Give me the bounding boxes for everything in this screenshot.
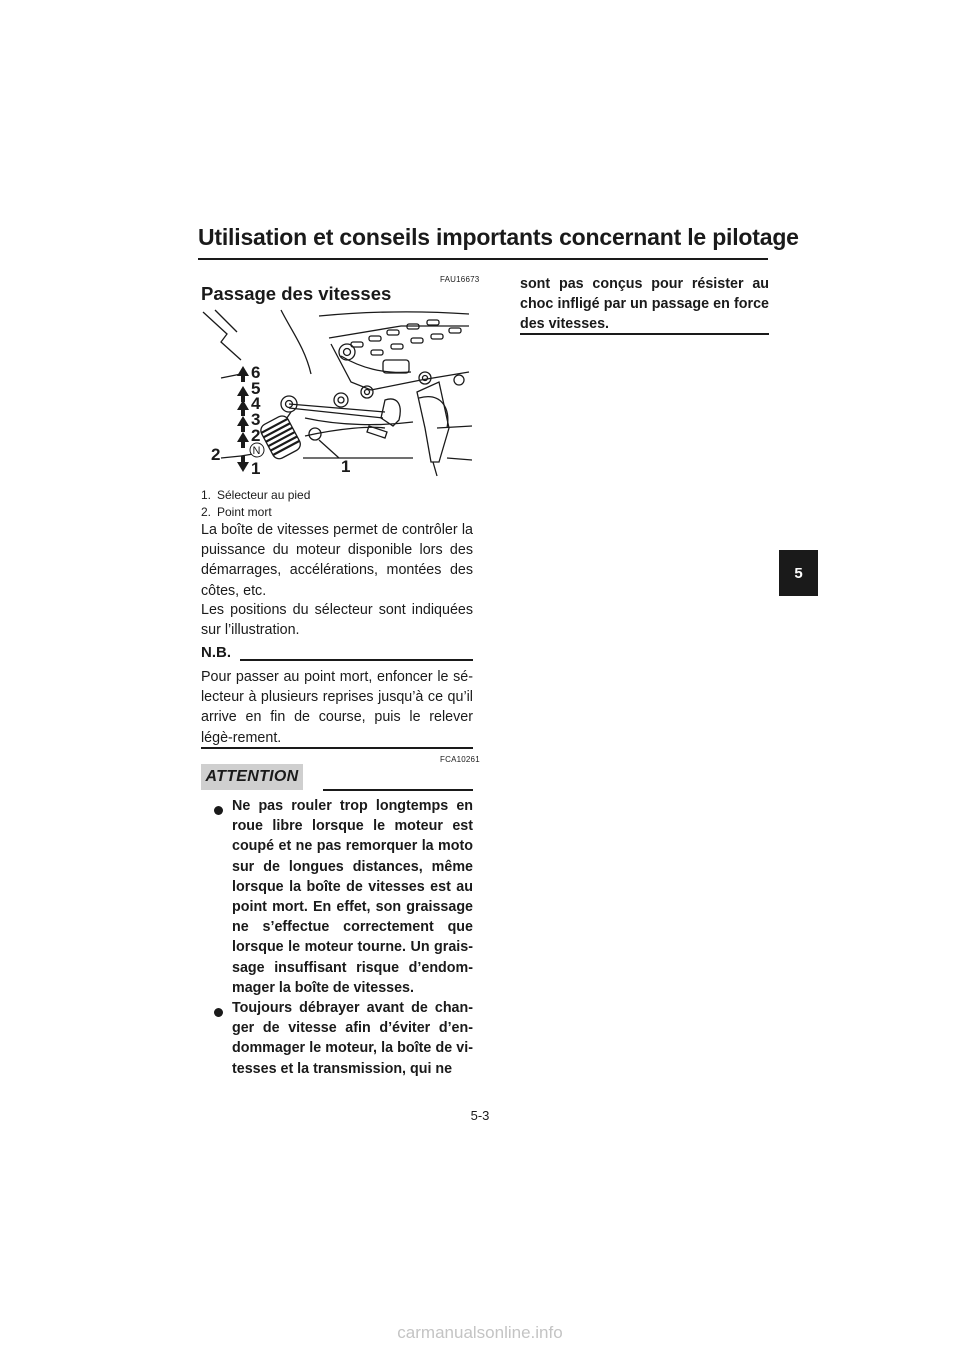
legend-number: 1. [201, 488, 212, 502]
gear-label-4: 4 [251, 394, 261, 413]
gear-label-1: 1 [251, 459, 261, 478]
watermark: carmanualsonline.info [397, 1323, 563, 1342]
nb-end-rule [201, 747, 473, 749]
attention-bullet-text: Toujours débrayer avant de chan-ger de vitesse afin d’éviter d’en-dommager le moteur, la boîte de vi-tesses et la transmission, qui ne [232, 1000, 473, 1077]
bullet-dot-icon [214, 796, 232, 998]
attention-bullets [214, 796, 473, 1079]
nb-rule [240, 659, 473, 661]
gear-label-2: 2 [251, 426, 261, 445]
attention-label: ATTENTION [201, 764, 303, 790]
body-paragraph-1: La boîte de vitesses permet de contrôler la puissance du moteur disponible lors des démarrages, accélérations, montées des côtes, etc. [201, 522, 473, 599]
attention-bullet [214, 796, 473, 998]
section-code: FAU16673 [440, 275, 480, 284]
nb-text: Pour passer au point mort, enfoncer le sé-lecteur à plusieurs reprises jusqu’à ce qu’il arrive en fin de course, puis le relever légè-rement. [201, 669, 473, 746]
figure-legend [201, 487, 310, 521]
page-header-title: Utilisation et conseils importants concernant le pilotage [198, 224, 799, 250]
header-rule [198, 258, 768, 260]
gear-shift-illustration [201, 308, 472, 478]
gear-shift-figure [201, 308, 472, 478]
chapter-tab: 5 [779, 550, 818, 596]
gear-label-5: 5 [251, 379, 261, 398]
legend-number: 2. [201, 505, 212, 519]
section-title: Passage des vitesses [201, 283, 392, 304]
gear-label-6: 6 [251, 363, 261, 382]
attention-bullet [214, 998, 473, 1079]
attention-code: FCA10261 [440, 755, 480, 764]
gear-label-neutral: N [252, 445, 261, 457]
legend-item [201, 487, 310, 504]
legend-text: Point mort [217, 505, 272, 519]
nb-label: N.B. [201, 644, 231, 661]
attention-end-rule [520, 333, 769, 335]
gear-label-3: 3 [251, 410, 261, 429]
attention-rule [323, 789, 473, 791]
callout-neutral: 2 [211, 445, 221, 464]
attention-bullet-text: Ne pas rouler trop longtemps en roue libre lorsque le moteur est coupé et ne pas remorquer la moto sur de longues distances, même lorsque la boîte de vitesses est au point mort. En effet, son graissage ne s’effectue correctement que lorsque le moteur tourne. Un grais-sage insuffisant risque d’endom-mager la boîte de vitesses. [232, 798, 473, 996]
bullet-dot-icon [214, 998, 232, 1079]
body-paragraph-2: Les positions du sélecteur sont indiquées sur l’illustration. [201, 602, 473, 639]
attention-continuation: sont pas conçus pour résister au choc infligé par un passage en force des vitesses. [520, 276, 769, 333]
legend-item [201, 504, 310, 521]
legend-text: Sélecteur au pied [217, 488, 311, 502]
callout-shift-pedal: 1 [341, 457, 351, 476]
page-number: 5-3 [470, 1108, 490, 1123]
